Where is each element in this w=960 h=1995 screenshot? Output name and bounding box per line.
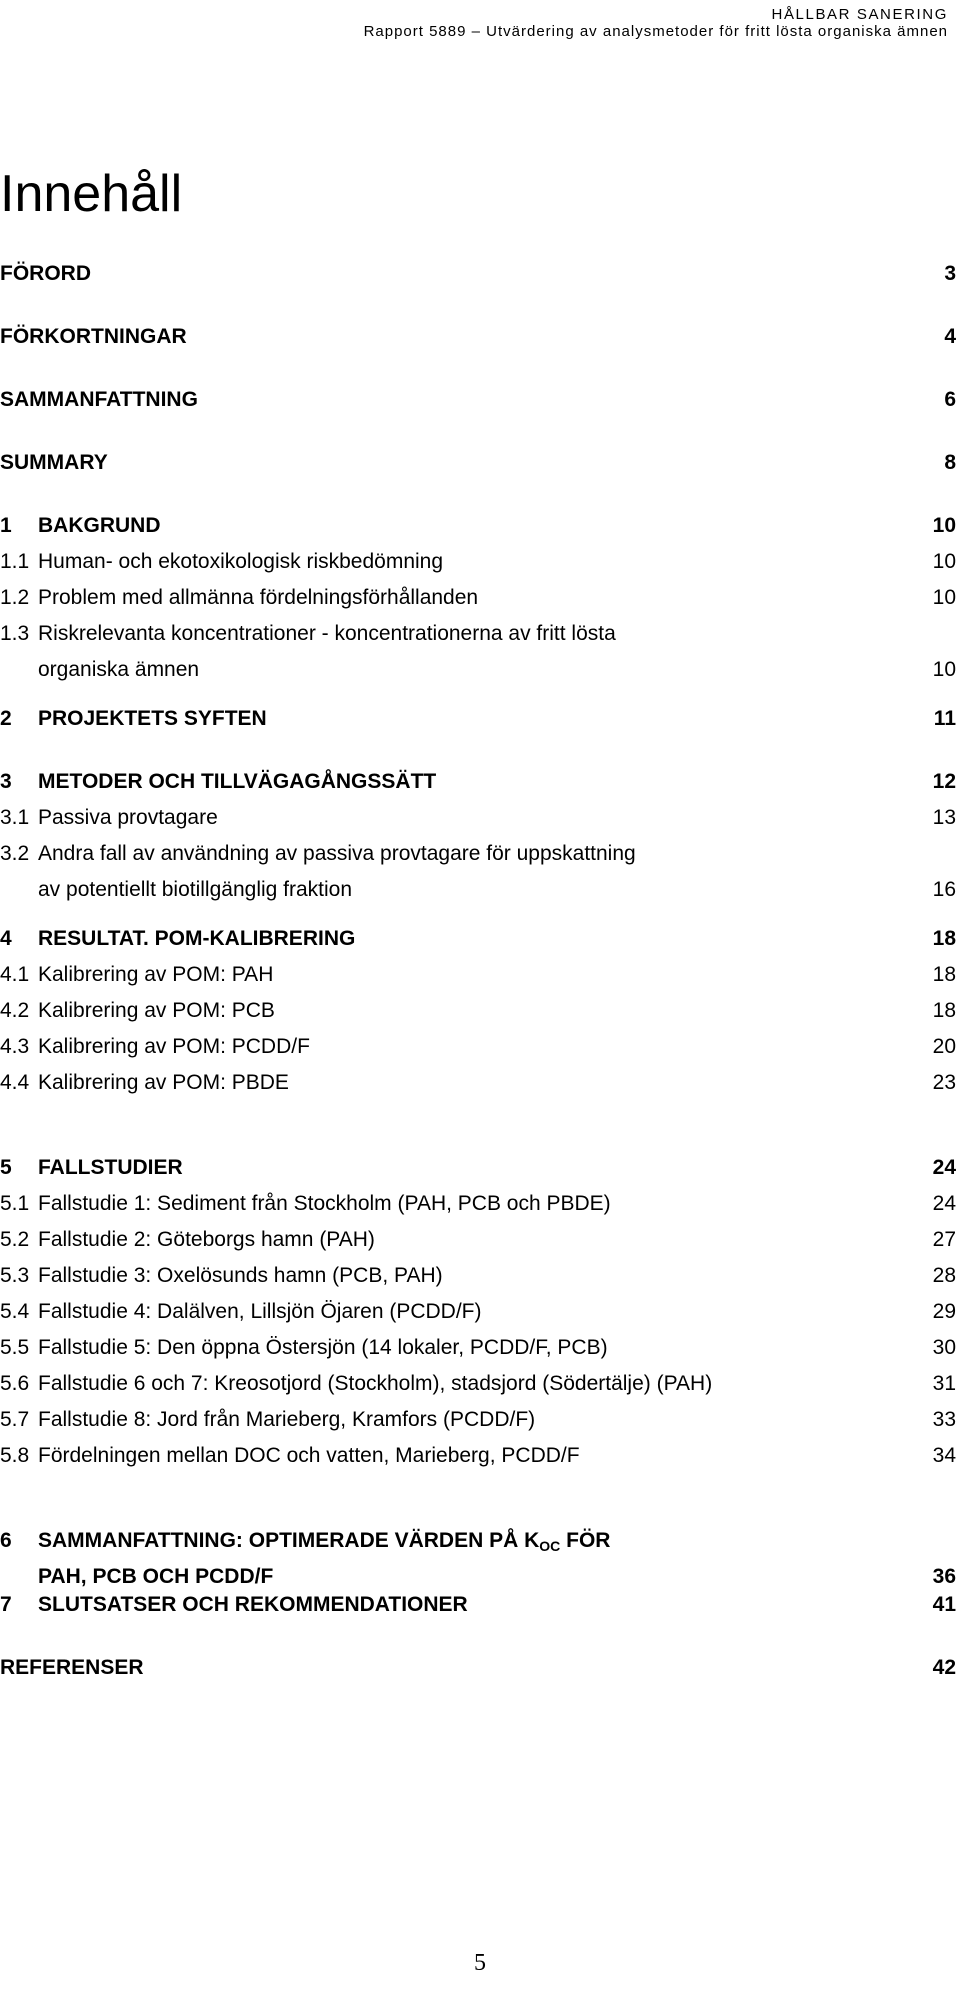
toc-entry-number: 4.1 (0, 963, 30, 986)
toc-entry-label-continued: organiska ämnen (38, 658, 200, 681)
toc-entry-page: 10 (932, 658, 956, 681)
toc-entry-label-continued: PAH, PCB OCH PCDD/F (38, 1565, 274, 1588)
toc-entry-label: Andra fall av användning av passiva provtagare för uppskattning (38, 842, 636, 865)
toc-entry-label: FÖRKORTNINGAR (0, 325, 187, 348)
toc-entry-number: 3.2 (0, 842, 30, 865)
toc-entry-page: 27 (932, 1228, 956, 1251)
toc-entry-label: Kalibrering av POM: PBDE (38, 1071, 289, 1094)
toc-entry-page: 30 (932, 1336, 956, 1359)
toc-entry-page: 31 (932, 1372, 956, 1395)
toc-entry-label: Fallstudie 5: Den öppna Östersjön (14 lokaler, PCDD/F, PCB) (38, 1336, 608, 1359)
toc-entry-page: 18 (932, 963, 956, 986)
toc-entry-page: 13 (932, 806, 956, 829)
toc-entry-page: 24 (932, 1156, 956, 1179)
toc-entry-label: METODER OCH TILLVÄGAGÅNGSSÄTT (38, 770, 437, 793)
page-number: 5 (474, 1950, 486, 1976)
toc-entry-number: 4.4 (0, 1071, 30, 1094)
toc-entry-number: 5.5 (0, 1336, 30, 1359)
toc-entry-number: 3 (0, 770, 12, 793)
toc-entry-number: 6 (0, 1529, 12, 1552)
toc-entry-number: 1.3 (0, 622, 30, 645)
toc-entry-label: Fallstudie 8: Jord från Marieberg, Kramfors (PCDD/F) (38, 1408, 536, 1431)
toc-entry-page: 12 (932, 770, 956, 793)
toc-entry-label: FALLSTUDIER (38, 1156, 183, 1179)
toc-entry-label: Fallstudie 6 och 7: Kreosotjord (Stockholm), stadsjord (Södertälje) (PAH) (38, 1372, 713, 1395)
toc-entry-page: 29 (932, 1300, 956, 1323)
toc-entry-page: 42 (932, 1656, 956, 1679)
toc-entry-label: SAMMANFATTNING (0, 388, 198, 411)
toc-entry-label-tail: FÖR (560, 1529, 611, 1552)
toc-entry-label: Fallstudie 2: Göteborgs hamn (PAH) (38, 1228, 375, 1251)
toc-entry-label: SLUTSATSER OCH REKOMMENDATIONER (38, 1593, 468, 1616)
toc-entry-number: 2 (0, 707, 12, 730)
toc-entry-number: 1.1 (0, 550, 30, 573)
running-header (364, 6, 948, 40)
toc-entry-page: 24 (932, 1192, 956, 1215)
toc-entry-label: Fallstudie 4: Dalälven, Lillsjön Öjaren (PCDD/F) (38, 1300, 482, 1323)
toc-entry-page: 33 (932, 1408, 956, 1431)
toc-entry-label: Fördelningen mellan DOC och vatten, Marieberg, PCDD/F (38, 1444, 580, 1467)
toc-entry-label: FÖRORD (0, 262, 91, 285)
toc-entry-number: 1 (0, 514, 12, 537)
toc-entry-label-text: SAMMANFATTNING: OPTIMERADE VÄRDEN PÅ K (38, 1529, 540, 1552)
toc-entry-label: REFERENSER (0, 1656, 144, 1679)
toc-entry-number: 5.8 (0, 1444, 30, 1467)
toc-entry-page: 10 (932, 586, 956, 609)
toc-entry-number: 4.3 (0, 1035, 30, 1058)
toc-entry-page: 18 (932, 999, 956, 1022)
toc-entry-page: 4 (944, 325, 956, 348)
toc-entry-number: 1.2 (0, 586, 30, 609)
toc-entry-page: 41 (932, 1593, 956, 1616)
toc-entry-number: 5.4 (0, 1300, 30, 1323)
toc-entry-label: Riskrelevanta koncentrationer - koncentrationerna av fritt lösta (38, 622, 616, 645)
toc-entry-label: RESULTAT. POM-KALIBRERING (38, 927, 356, 950)
toc-entry-page: 10 (932, 514, 956, 537)
toc-entry-number: 5.7 (0, 1408, 30, 1431)
toc-entry-number: 7 (0, 1593, 12, 1616)
toc-entry-label: BAKGRUND (38, 514, 161, 537)
toc-entry-page: 11 (933, 707, 956, 730)
toc-entry-page: 8 (944, 451, 956, 474)
toc-entry-page: 6 (944, 388, 956, 411)
toc-entry-label: Human- och ekotoxikologisk riskbedömning (38, 550, 444, 573)
toc-entry-subscript: OC (539, 1538, 561, 1554)
toc-entry-label: SUMMARY (0, 451, 108, 474)
toc-entry-label: Kalibrering av POM: PCB (38, 999, 275, 1022)
toc-entry-number: 5.2 (0, 1228, 30, 1251)
toc-entry-number: 3.1 (0, 806, 30, 829)
toc-entry-label: Kalibrering av POM: PAH (38, 963, 274, 986)
toc-entry-page: 18 (932, 927, 956, 950)
header-brand: HÅLLBAR SANERING (771, 6, 948, 23)
toc-entry-label: Passiva provtagare (38, 806, 218, 829)
toc-entry-number: 5.3 (0, 1264, 30, 1287)
toc-entry-number: 5.6 (0, 1372, 30, 1395)
toc-entry-page: 20 (932, 1035, 956, 1058)
toc-entry-number: 4 (0, 927, 12, 950)
toc-entry-page: 16 (932, 878, 956, 901)
toc-entry-page: 34 (932, 1444, 956, 1467)
toc-entry-label: Fallstudie 1: Sediment från Stockholm (PAH, PCB och PBDE) (38, 1192, 611, 1215)
toc-entry-label: Problem med allmänna fördelningsförhållanden (38, 586, 479, 609)
toc-entry-number: 5 (0, 1156, 12, 1179)
toc-entry-page: 3 (944, 262, 956, 285)
toc-entry-number: 4.2 (0, 999, 30, 1022)
toc-entry-page: 23 (932, 1071, 956, 1094)
toc-entry-label: Kalibrering av POM: PCDD/F (38, 1035, 310, 1058)
toc-entry-label (38, 1529, 610, 1554)
toc-entry-number: 5.1 (0, 1192, 30, 1215)
toc-entry-page: 28 (932, 1264, 956, 1287)
toc-entry-page: 10 (932, 550, 956, 573)
toc-entry-label-continued: av potentiellt biotillgänglig fraktion (38, 878, 353, 901)
toc-entry-label: Fallstudie 3: Oxelösunds hamn (PCB, PAH) (38, 1264, 443, 1287)
toc-entry-label: PROJEKTETS SYFTEN (38, 707, 267, 730)
page-title: Innehåll (0, 165, 183, 223)
toc-entry-page: 36 (932, 1565, 956, 1588)
header-report-title: Rapport 5889 – Utvärdering av analysmetoder för fritt lösta organiska ämnen (363, 23, 948, 40)
